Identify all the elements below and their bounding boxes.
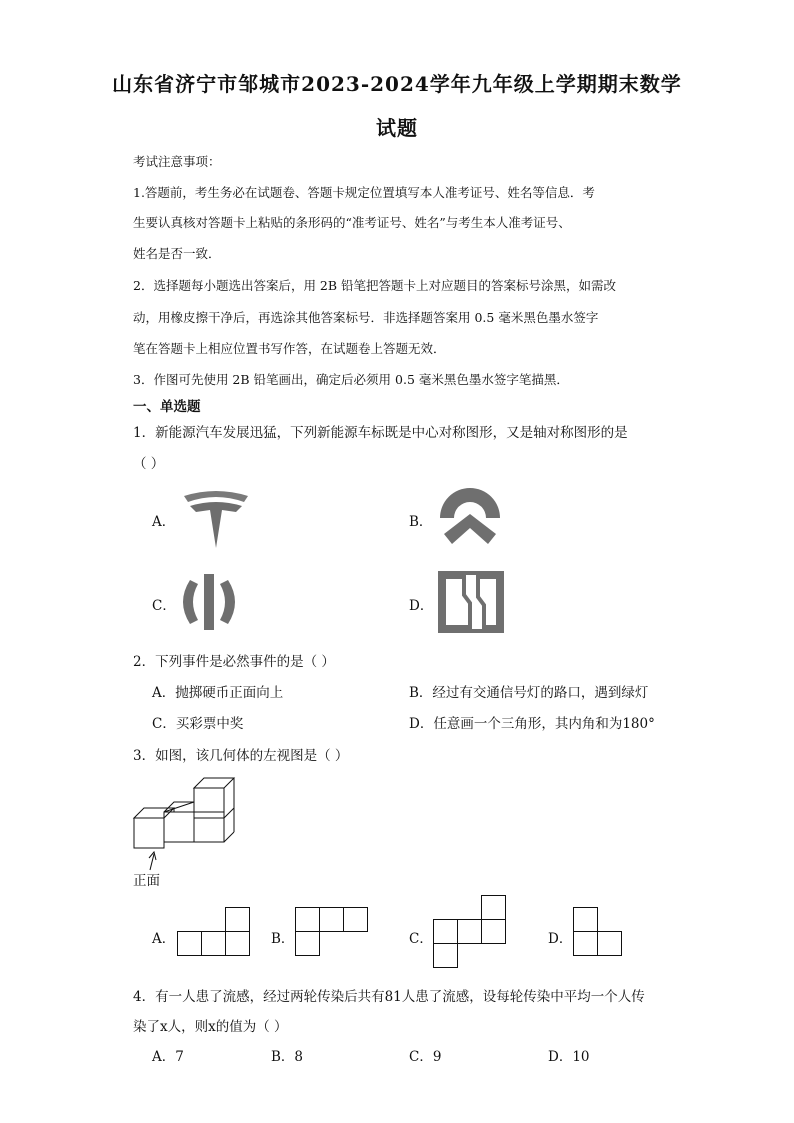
- q1-option-d-label: D．: [409, 598, 434, 614]
- notice-line: 3．作图可先使用 2B 铅笔画出，确定后必须用 0.5 毫米黑色墨水签字笔描黑．: [133, 372, 569, 387]
- q1-option-b-label: B．: [409, 514, 433, 530]
- notice-heading: 考试注意事项：: [133, 154, 221, 169]
- q1-option-a-label: A．: [152, 514, 176, 530]
- cube-solid-figure: [130, 772, 234, 872]
- q3-option-c-label: C．: [409, 931, 433, 947]
- q1-option-c-label: C．: [152, 598, 176, 614]
- exam-title-line2: 试题: [376, 116, 418, 140]
- q3-option-a-view: [177, 907, 251, 957]
- q3-option-d-view: [573, 907, 623, 957]
- q4-stem-line1: 4．有一人患了流感，经过两轮传染后共有81人患了流感，设每轮传染中平均一个人传: [133, 989, 645, 1005]
- q1-stem-line1: 1．新能源汽车发展迅猛，下列新能源车标既是中心对称图形，又是轴对称图形的是: [133, 425, 628, 441]
- q4-option-d: D．10: [548, 1049, 590, 1065]
- notice-line: 2．选择题每小题选出答案后，用 2B 铅笔把答题卡上对应题目的答案标号涂黑，如需改: [133, 278, 617, 293]
- bar-parentheses-logo-icon: [176, 572, 242, 632]
- section-heading: 一、单选题: [133, 399, 201, 415]
- q3-option-c-view: [433, 895, 507, 969]
- notice-line: 1.答题前，考生务必在试题卷、答题卡规定位置填写本人准考证号、姓名等信息．考: [133, 185, 595, 200]
- q3-stem: 3．如图，该几何体的左视图是（ ）: [133, 748, 349, 764]
- notice-line: 生要认真核对答题卡上粘贴的条形码的“准考证号、姓名”与考生本人准考证号、: [133, 215, 571, 230]
- q4-option-a: A．7: [152, 1049, 184, 1065]
- notice-line: 笔在答题卡上相应位置书写作答，在试题卷上答题无效．: [133, 341, 446, 356]
- q2-option-a: A．抛掷硬币正面向上: [152, 685, 284, 701]
- q2-option-c: C．买彩票中奖: [152, 716, 244, 732]
- tesla-logo-icon: [182, 490, 250, 550]
- front-label: 正面: [133, 873, 160, 889]
- q4-option-c: C．9: [409, 1049, 442, 1065]
- q1-stem-line2: （ ）: [133, 456, 165, 472]
- square-road-logo-icon: [438, 571, 504, 633]
- exam-title-line1: 山东省济宁市邹城市2023-2024学年九年级上学期期末数学: [112, 72, 682, 96]
- q4-option-b: B．8: [271, 1049, 304, 1065]
- q3-option-b-view: [295, 907, 369, 957]
- q2-option-d: D．任意画一个三角形，其内角和为180°: [409, 716, 655, 732]
- q2-option-b: B．经过有交通信号灯的路口，遇到绿灯: [409, 685, 649, 701]
- notice-line: 姓名是否一致．: [133, 246, 221, 261]
- q2-stem: 2．下列事件是必然事件的是（ ）: [133, 654, 335, 670]
- q3-option-a-label: A．: [152, 931, 176, 947]
- q3-option-b-label: B．: [271, 931, 295, 947]
- arch-chevron-logo-icon: [438, 488, 502, 548]
- q3-option-d-label: D．: [548, 931, 573, 947]
- notice-line: 动，用橡皮擦干净后，再选涂其他答案标号．非选择题答案用 0.5 毫米黑色墨水签字: [133, 310, 599, 325]
- q4-stem-line2: 染了x人，则x的值为（ ）: [133, 1019, 288, 1035]
